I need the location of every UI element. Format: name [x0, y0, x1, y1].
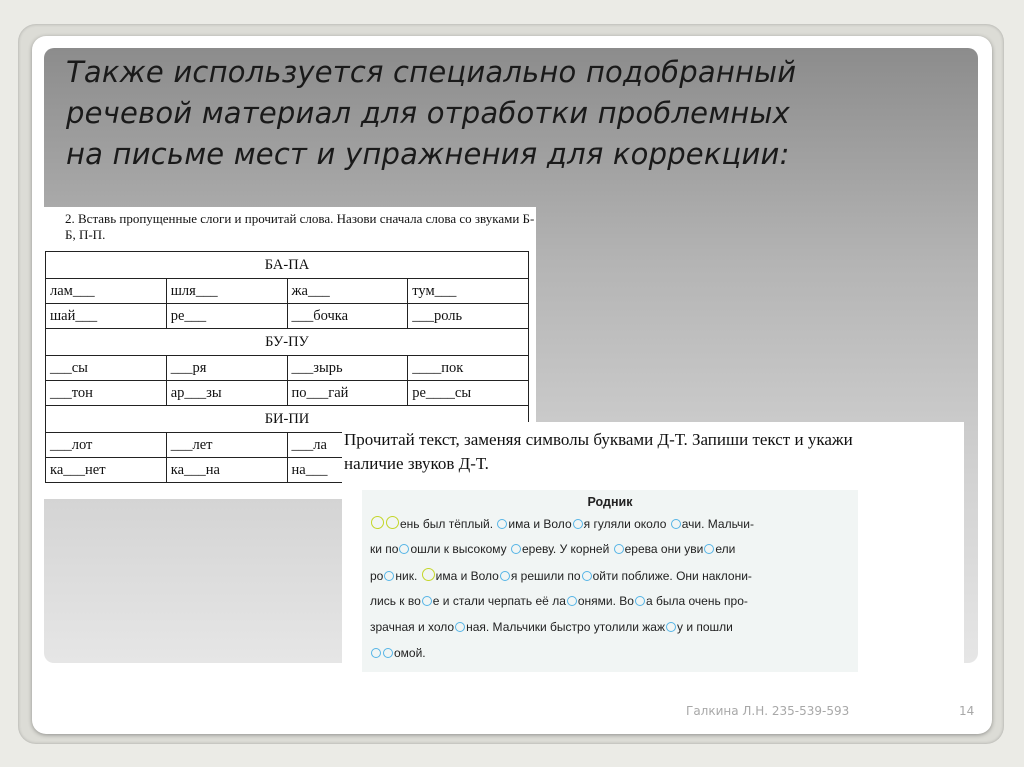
- missing-letter-circle-icon: [573, 519, 583, 529]
- table-header-row: [46, 329, 529, 356]
- table-cell: ___лот: [46, 433, 167, 458]
- missing-letter-circle-icon: [371, 648, 381, 658]
- reading-text: ереву. У корней: [521, 542, 613, 556]
- table-cell: по___гай: [287, 381, 408, 406]
- exercise-2-task: 2. Вставь пропущенные слоги и прочитай слова. Назови сначала слова со звуками Б-Б, П-П.: [65, 211, 535, 242]
- reading-text: ойти поближе. Они наклони-: [592, 569, 752, 583]
- reading-text: има и Воло: [435, 569, 499, 583]
- table-cell: жа___: [287, 279, 408, 304]
- reading-text: зрачная и холо: [370, 620, 455, 634]
- missing-letter-circle-icon: [399, 544, 409, 554]
- table-cell: ка___на: [166, 458, 287, 483]
- reading-text: лись к во: [370, 594, 421, 608]
- missing-letter-circle-icon: [371, 516, 384, 529]
- reading-line: [370, 516, 850, 531]
- exercise-3-image: [342, 422, 964, 708]
- table-cell: тум___: [408, 279, 529, 304]
- reading-text: ро: [370, 569, 384, 583]
- reading-text: ки по: [370, 542, 399, 556]
- missing-letter-circle-icon: [422, 568, 435, 581]
- reading-text: я гуляли около: [583, 517, 670, 531]
- page-number: 14: [959, 704, 975, 718]
- reading-text: я решили по: [510, 569, 581, 583]
- missing-letter-circle-icon: [635, 596, 645, 606]
- table-row: [46, 381, 529, 406]
- footer-author: Галкина Л.Н. 235-539-593: [686, 704, 850, 718]
- section-header: БИ-ПИ: [46, 406, 529, 433]
- reading-text: у и пошли: [676, 620, 733, 634]
- reading-text: онями. Во: [577, 594, 634, 608]
- table-cell: ___тон: [46, 381, 167, 406]
- reading-line: [370, 568, 850, 583]
- reading-text: ачи. Мальчи-: [681, 517, 754, 531]
- section-header: БУ-ПУ: [46, 329, 529, 356]
- table-row: [46, 304, 529, 329]
- section-header: БА-ПА: [46, 252, 529, 279]
- missing-letter-circle-icon: [671, 519, 681, 529]
- reading-text: ерева они уви: [624, 542, 704, 556]
- missing-letter-circle-icon: [422, 596, 432, 606]
- reading-text: а была очень про-: [645, 594, 748, 608]
- missing-letter-circle-icon: [582, 571, 592, 581]
- reading-card: [362, 490, 858, 672]
- missing-letter-circle-icon: [500, 571, 510, 581]
- reading-text: ели: [715, 542, 736, 556]
- table-cell: шай___: [46, 304, 167, 329]
- table-cell: на___: [287, 458, 408, 483]
- missing-letter-circle-icon: [383, 648, 393, 658]
- table-header-row: [46, 252, 529, 279]
- missing-letter-circle-icon: [386, 516, 399, 529]
- table-cell: ___сы: [46, 356, 167, 381]
- table-cell: ___ря: [166, 356, 287, 381]
- reading-line: [370, 620, 850, 634]
- table-cell: ____пок: [408, 356, 529, 381]
- table-cell: ___зырь: [287, 356, 408, 381]
- reading-line: [370, 594, 850, 608]
- table-cell: ___лет: [166, 433, 287, 458]
- reading-text: ень был тёплый.: [400, 517, 497, 531]
- missing-letter-circle-icon: [497, 519, 507, 529]
- reading-text: ник.: [395, 569, 421, 583]
- table-cell: ре___: [166, 304, 287, 329]
- table-cell: лам___: [46, 279, 167, 304]
- missing-letter-circle-icon: [614, 544, 624, 554]
- table-cell: ар___зы: [166, 381, 287, 406]
- table-cell: ка___нет: [46, 458, 167, 483]
- missing-letter-circle-icon: [511, 544, 521, 554]
- missing-letter-circle-icon: [666, 622, 676, 632]
- missing-letter-circle-icon: [704, 544, 714, 554]
- reading-line: [370, 542, 850, 556]
- table-cell: ре____сы: [408, 381, 529, 406]
- reading-text: ошли к высокому: [410, 542, 510, 556]
- table-row: [46, 279, 529, 304]
- exercise-3-task: Прочитай текст, заменяя символы буквами Д-Т. Запиши текст и укажи наличие звуков Д-Т.: [344, 430, 853, 473]
- reading-text: омой.: [394, 646, 426, 660]
- missing-letter-circle-icon: [455, 622, 465, 632]
- slide-title: Также используется специально подобранный речевой материал для отработки проблемных на письме мест и упражнения для коррекции:: [66, 55, 797, 171]
- table-cell: ___роль: [408, 304, 529, 329]
- reading-line: [370, 646, 850, 660]
- table-row: [46, 356, 529, 381]
- table-cell: шля___: [166, 279, 287, 304]
- missing-letter-circle-icon: [384, 571, 394, 581]
- table-cell: ___бочка: [287, 304, 408, 329]
- reading-title: Родник: [587, 495, 633, 509]
- missing-letter-circle-icon: [567, 596, 577, 606]
- reading-text: има и Воло: [508, 517, 572, 531]
- reading-text: ная. Мальчики быстро утолили жаж: [466, 620, 665, 634]
- reading-text: е и стали черпать её ла: [432, 594, 566, 608]
- slide: [32, 36, 992, 734]
- table-cell: ___ла: [287, 433, 408, 458]
